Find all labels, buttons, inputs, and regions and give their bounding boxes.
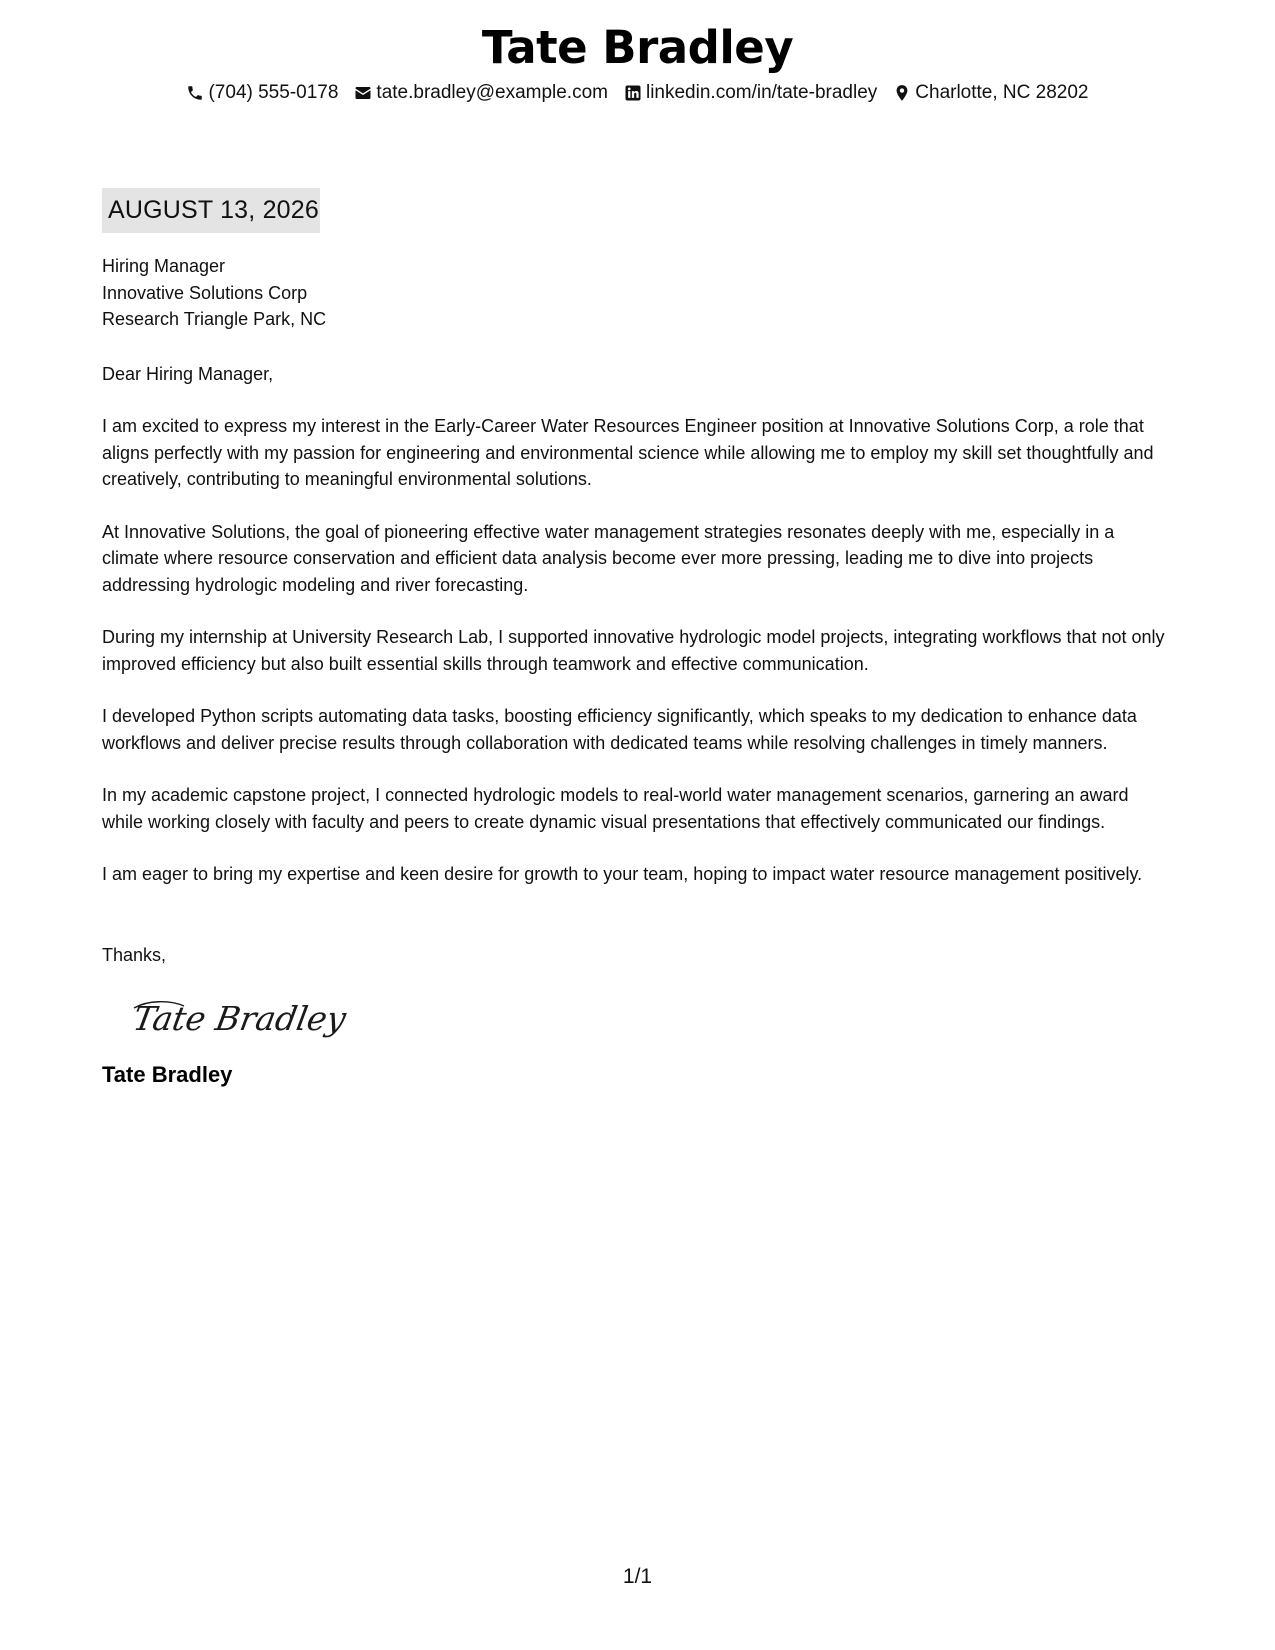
contact-email[interactable] <box>354 80 608 106</box>
page-title: Tate Bradley <box>481 21 794 74</box>
contact-location-text: Charlotte, NC 28202 <box>915 82 1089 103</box>
body-paragraph: During my internship at University Research Lab, I supported innovative hydrologic model projects, integrating workflows that not only improved efficiency but also built essential skills through teamwork and effective communication. <box>102 627 1165 674</box>
salutation: Dear Hiring Manager, <box>102 363 274 384</box>
body-paragraph: I am eager to bring my expertise and keen desire for growth to your team, hoping to impact water resource management positively. <box>102 864 1143 884</box>
phone-icon <box>186 84 204 102</box>
signature <box>130 994 350 1046</box>
page-number: 1/1 <box>622 1565 653 1588</box>
letter-header <box>0 18 1275 106</box>
contact-row <box>0 80 1275 106</box>
linkedin-icon <box>624 84 642 102</box>
contact-phone-text: (704) 555-0178 <box>208 82 339 103</box>
svg-text:Tate Bradley: Tate Bradley <box>130 999 349 1038</box>
envelope-icon <box>354 84 372 102</box>
body-paragraph: I developed Python scripts automating data tasks, boosting efficiency significantly, which speaks to my dedication to enhance data workflows and deliver precise results through collaboration with dedicated teams while resolving challenges in timely manners. <box>102 706 1137 753</box>
map-pin-icon <box>893 84 911 102</box>
letter-body <box>102 188 1172 1090</box>
body-paragraph: I am excited to express my interest in the Early-Career Water Resources Engineer position at Innovative Solutions Corp, a role that aligns perfectly with my passion for engineering and environmental science while allowing me to employ my skill set thoughtfully and creatively, contributing to meaningful environmental solutions. <box>102 416 1154 489</box>
contact-email-text[interactable]: tate.bradley@example.com <box>376 82 608 103</box>
signer-name: Tate Bradley <box>102 1062 233 1087</box>
recipient-title: Hiring Manager <box>102 256 226 276</box>
body-paragraph: In my academic capstone project, I connected hydrologic models to real-world water management scenarios, garnering an award while working closely with faculty and peers to create dynamic visual presentations that effectively communicated our findings. <box>102 785 1129 832</box>
closing: Thanks, <box>102 944 167 965</box>
letter-date: AUGUST 13, 2026 <box>102 188 320 233</box>
contact-phone <box>186 80 338 106</box>
signature-image <box>130 994 350 1046</box>
recipient-block <box>102 253 1172 333</box>
contact-linkedin-text[interactable]: linkedin.com/in/tate-bradley <box>645 82 878 103</box>
recipient-location: Research Triangle Park, NC <box>102 309 327 329</box>
recipient-company: Innovative Solutions Corp <box>102 282 308 303</box>
contact-location <box>893 80 1088 106</box>
contact-linkedin[interactable] <box>624 80 877 106</box>
body-paragraph: At Innovative Solutions, the goal of pioneering effective water management strategies resonates deeply with me, especially in a climate where resource conservation and efficient data analysis become ever more pressing, leading me to dive into projects addressing hydrologic modeling and river forecasting. <box>102 521 1115 595</box>
